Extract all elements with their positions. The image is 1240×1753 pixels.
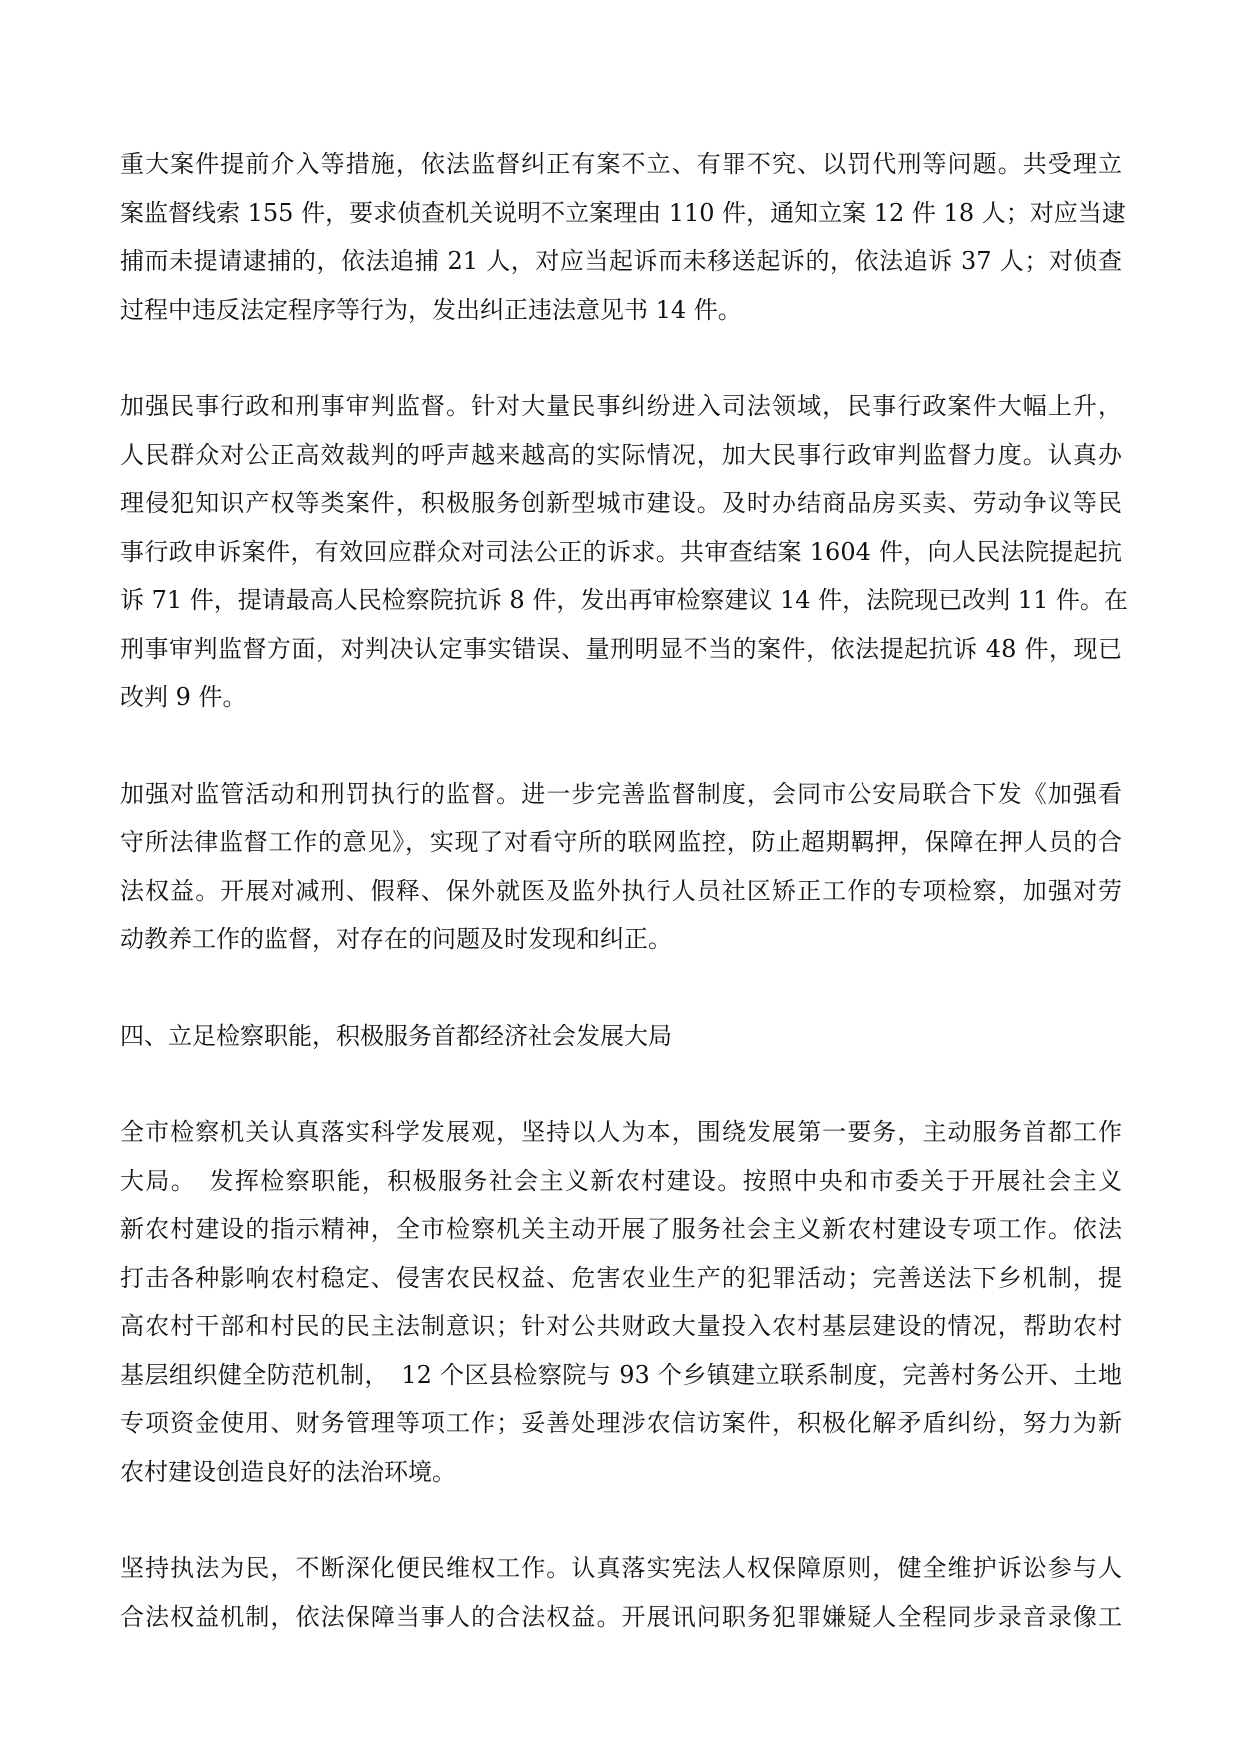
paragraph-rights-protection xyxy=(120,1544,1122,1641)
paragraph-case-supervision xyxy=(120,140,1126,334)
document-body xyxy=(120,140,1128,1689)
section-heading-four xyxy=(120,1012,1122,1061)
text-line: 基层组织健全防范机制， 12 个区县检察院与 93 个乡镇建立联系制度，完善村务公开、土地 xyxy=(120,1360,1122,1389)
text-line: 加强民事行政和刑事审判监督。针对大量民事纠纷进入司法领域，民事行政案件大幅上升， xyxy=(120,392,1122,420)
text-line: 改判 9 件。 xyxy=(120,683,247,711)
text-line: 农村建设创造良好的法治环境。 xyxy=(120,1457,456,1486)
text-line: 新农村建设的指示精神，全市检察机关主动开展了服务社会主义新农村建设专项工作。依法 xyxy=(120,1215,1122,1243)
text-line: 坚持执法为民，不断深化便民维权工作。认真落实宪法人权保障原则，健全维护诉讼参与人 xyxy=(120,1554,1122,1582)
text-line: 大局。 发挥检察职能，积极服务社会主义新农村建设。按照中央和市委关于开展社会主义 xyxy=(120,1166,1122,1195)
text-line: 合法权益机制，依法保障当事人的合法权益。开展讯问职务犯罪嫌疑人全程同步录音录像工 xyxy=(120,1602,1122,1631)
text-line: 刑事审判监督方面，对判决认定事实错误、量刑明显不当的案件，依法提起抗诉 48 件，现已 xyxy=(120,634,1122,663)
paragraph-civil-criminal-trial-supervision xyxy=(120,382,1128,722)
text-line: 捕而未提请逮捕的，依法追捕 21 人，对应当起诉而未移送起诉的，依法追诉 37 人；对侦查 xyxy=(120,247,1122,275)
text-line: 加强对监管活动和刑罚执行的监督。进一步完善监督制度，会同市公安局联合下发《加强看 xyxy=(120,779,1122,808)
paragraph-custody-supervision xyxy=(120,770,1122,964)
section-heading: 四、立足检察职能，积极服务首都经济社会发展大局 xyxy=(120,1021,672,1050)
text-line: 重大案件提前介入等措施，依法监督纠正有案不立、有罪不究、以罚代刑等问题。共受理立 xyxy=(120,150,1122,178)
text-line: 理侵犯知识产权等类案件，积极服务创新型城市建设。及时办结商品房买卖、劳动争议等民 xyxy=(120,489,1122,517)
text-line: 事行政申诉案件，有效回应群众对司法公正的诉求。共审查结案 1604 件，向人民法院提起抗 xyxy=(120,537,1122,566)
text-line: 动教养工作的监督，对存在的问题及时发现和纠正。 xyxy=(120,925,672,953)
text-line: 打击各种影响农村稳定、侵害农民权益、危害农业生产的犯罪活动；完善送法下乡机制，提 xyxy=(120,1263,1122,1292)
text-line: 守所法律监督工作的意见》，实现了对看守所的联网监控，防止超期羁押，保障在押人员的合 xyxy=(120,828,1122,856)
text-line: 诉 71 件，提请最高人民检察院抗诉 8 件，发出再审检察建议 14 件，法院现已改判 11 件。在 xyxy=(120,586,1128,614)
text-line: 人民群众对公正高效裁判的呼声越来越高的实际情况，加大民事行政审判监督力度。认真办 xyxy=(120,440,1122,469)
text-line: 法权益。开展对减刑、假释、保外就医及监外执行人员社区矫正工作的专项检察，加强对劳 xyxy=(120,876,1122,905)
paragraph-rural-construction xyxy=(120,1108,1122,1496)
text-line: 高农村干部和村民的民主法制意识；针对公共财政大量投入农村基层建设的情况，帮助农村 xyxy=(120,1312,1122,1340)
text-line: 案监督线索 155 件，要求侦查机关说明不立案理由 110 件，通知立案 12 件 18 人；对应当逮 xyxy=(120,198,1126,227)
text-line: 全市检察机关认真落实科学发展观，坚持以人为本，围绕发展第一要务，主动服务首都工作 xyxy=(120,1118,1122,1146)
text-line: 过程中违反法定程序等行为，发出纠正违法意见书 14 件。 xyxy=(120,295,742,324)
text-line: 专项资金使用、财务管理等项工作；妥善处理涉农信访案件，积极化解矛盾纠纷，努力为新 xyxy=(120,1409,1122,1437)
